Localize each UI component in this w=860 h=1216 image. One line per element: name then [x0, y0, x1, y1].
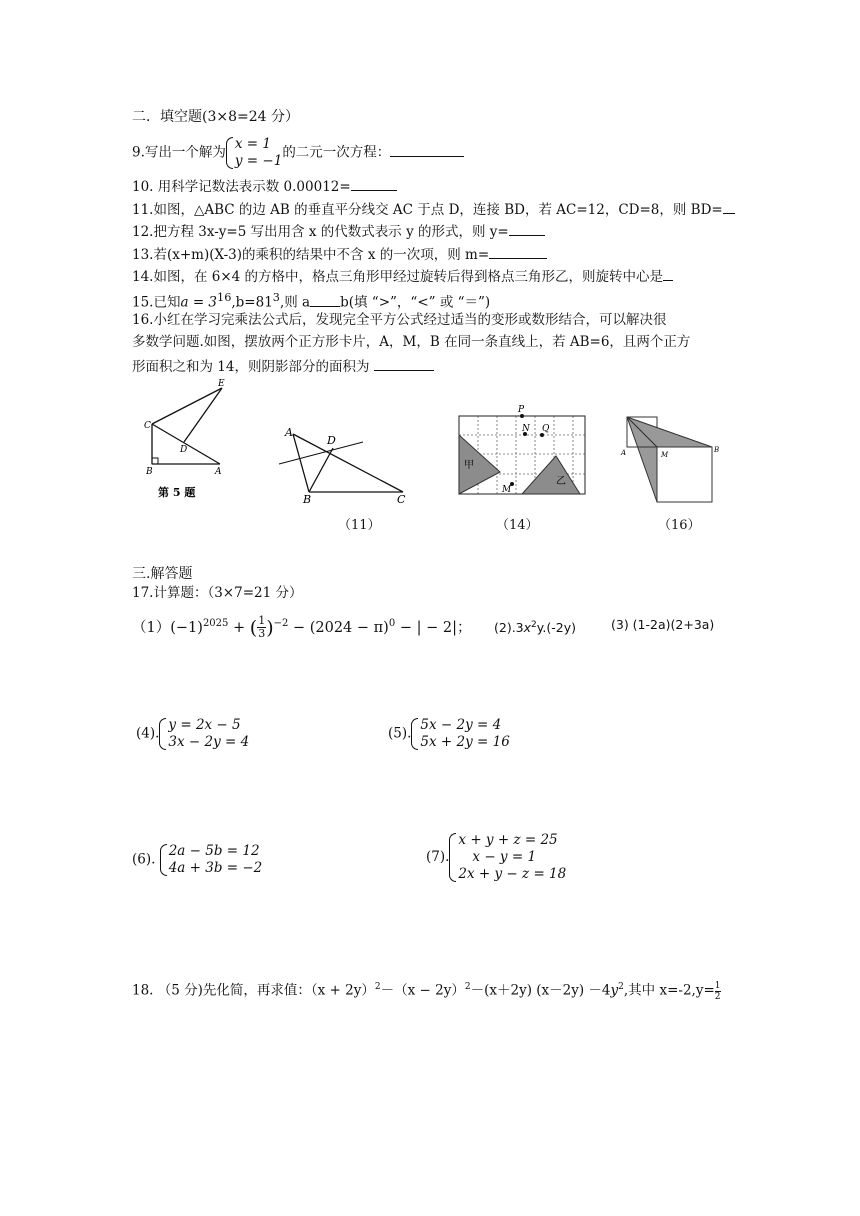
question-18: 18. （5 分)先化简，再求值：$(x + 2y)^2-(x - 2y)^2-(x+2y)$ $(x-2y) -4y^2$,其中 x=-2,y= $\frac{1}{2}$ — [132, 980, 721, 1002]
figure-5 — [140, 376, 250, 511]
question-16-line-2: 多数学问题.如图，摆放两个正方形卡片，A，M，B 在同一条直线上，若 AB=6，且两个正方 — [132, 334, 691, 350]
fig11-label-d: D — [327, 434, 336, 447]
q12-blank — [509, 221, 545, 236]
fig16-caption: （16） — [658, 518, 701, 533]
fig14-caption: （14） — [496, 518, 539, 533]
fig16-label-m: M — [661, 451, 669, 459]
q10-blank — [351, 176, 397, 191]
fig11-caption: （11） — [338, 518, 381, 533]
problem-17-2: $(2).3x^2y.(-2y)$ — [494, 620, 576, 636]
question-16-line-1: 16.小红在学习完乘法公式后，发现完全平方公式经过适当的变形或数形结合，可以解决很 — [132, 312, 667, 328]
fig16-label-b: B — [714, 446, 720, 454]
section-3-title: 三.解答题 — [132, 566, 193, 582]
fig14-label-n: N — [522, 424, 530, 434]
question-9 — [132, 136, 464, 170]
fig11-label-c: C — [397, 493, 406, 505]
problem-17-1: $(1)(-1)^{2025}$ + ( $\frac{1}{3}$ )$^{-2} - (2024 - \pi)^0$ − | − 2|； — [132, 614, 472, 641]
problem-17-4: (4). y = 2x − 5 3x − 2y = 4 — [136, 717, 250, 750]
q9-prefix: 9.写出一个解为 — [132, 144, 226, 161]
question-17-title: 17.计算题：（3×7=21 分） — [132, 585, 303, 601]
fig5-caption: 第 5 题 — [158, 486, 196, 499]
fig5-label-b: B — [146, 467, 153, 477]
question-16-line-3: 形面积之和为 14，则阴影部分的面积为 — [132, 356, 434, 376]
figure-16 — [618, 410, 728, 508]
question-11: 11.如图，△ABC 的边 AB 的垂直平分线交 AC 于点 D，连接 BD，若 AC=12，CD=8，则 BD= — [132, 199, 735, 219]
q9-blank — [390, 142, 464, 157]
fig14-label-jia: 甲 — [464, 460, 474, 471]
q9-system: x = 1 y = −1 — [226, 136, 282, 170]
section-2-title: 二．填空题(3×8=24 分） — [132, 109, 300, 125]
fig14-label-yi: 乙 — [556, 476, 566, 487]
problem-17-5: (5). 5x − 2y = 4 5x + 2y = 16 — [388, 717, 510, 750]
problem-17-6: (6). 2a − 5b = 12 4a + 3b = −2 — [132, 843, 263, 876]
q11-blank — [723, 199, 735, 214]
q16-blank — [374, 356, 434, 371]
fig5-label-e: E — [218, 379, 225, 389]
fig5-label-d: D — [180, 445, 188, 455]
fig11-label-b: B — [303, 493, 312, 505]
question-15: 15.已知$a = 3^{16},b=81^3$,则 a b(填 “>”，“<” 或 “＝”) — [132, 291, 491, 311]
problem-17-3: (3) (1-2a)(2+3a) — [611, 617, 715, 632]
figure-14 — [452, 402, 592, 502]
fig16-label-a: A — [621, 449, 627, 457]
fig11-label-a: A — [285, 426, 293, 439]
question-13: 13.若(x+m)(X-3)的乘积的结果中不含 x 的一次项，则 m= — [132, 244, 547, 264]
fig5-label-a: A — [215, 467, 222, 477]
fig5-label-c: C — [144, 421, 151, 431]
q14-blank — [663, 266, 673, 281]
question-14: 14.如图，在 6×4 的方格中，格点三角形甲经过旋转后得到格点三角形乙，则旋转中心是 — [132, 266, 673, 286]
fig14-label-p: P — [518, 405, 525, 415]
question-10: 10. 用科学记数法表示数 0.00012= — [132, 176, 397, 196]
q13-blank — [489, 244, 547, 259]
fig14-label-q: Q — [542, 424, 550, 434]
fig14-label-m: M — [502, 485, 512, 495]
question-12: 12.把方程 3x-y=5 写出用含 x 的代数式表示 y 的形式，则 y= — [132, 221, 545, 241]
q9-suffix: 的二元一次方程： — [282, 144, 391, 161]
q15-blank — [310, 292, 340, 307]
figure-11 — [275, 420, 415, 505]
problem-17-7: (7). x + y + z = 25 x − y = 1 2x + y − z = 18 — [426, 832, 567, 882]
